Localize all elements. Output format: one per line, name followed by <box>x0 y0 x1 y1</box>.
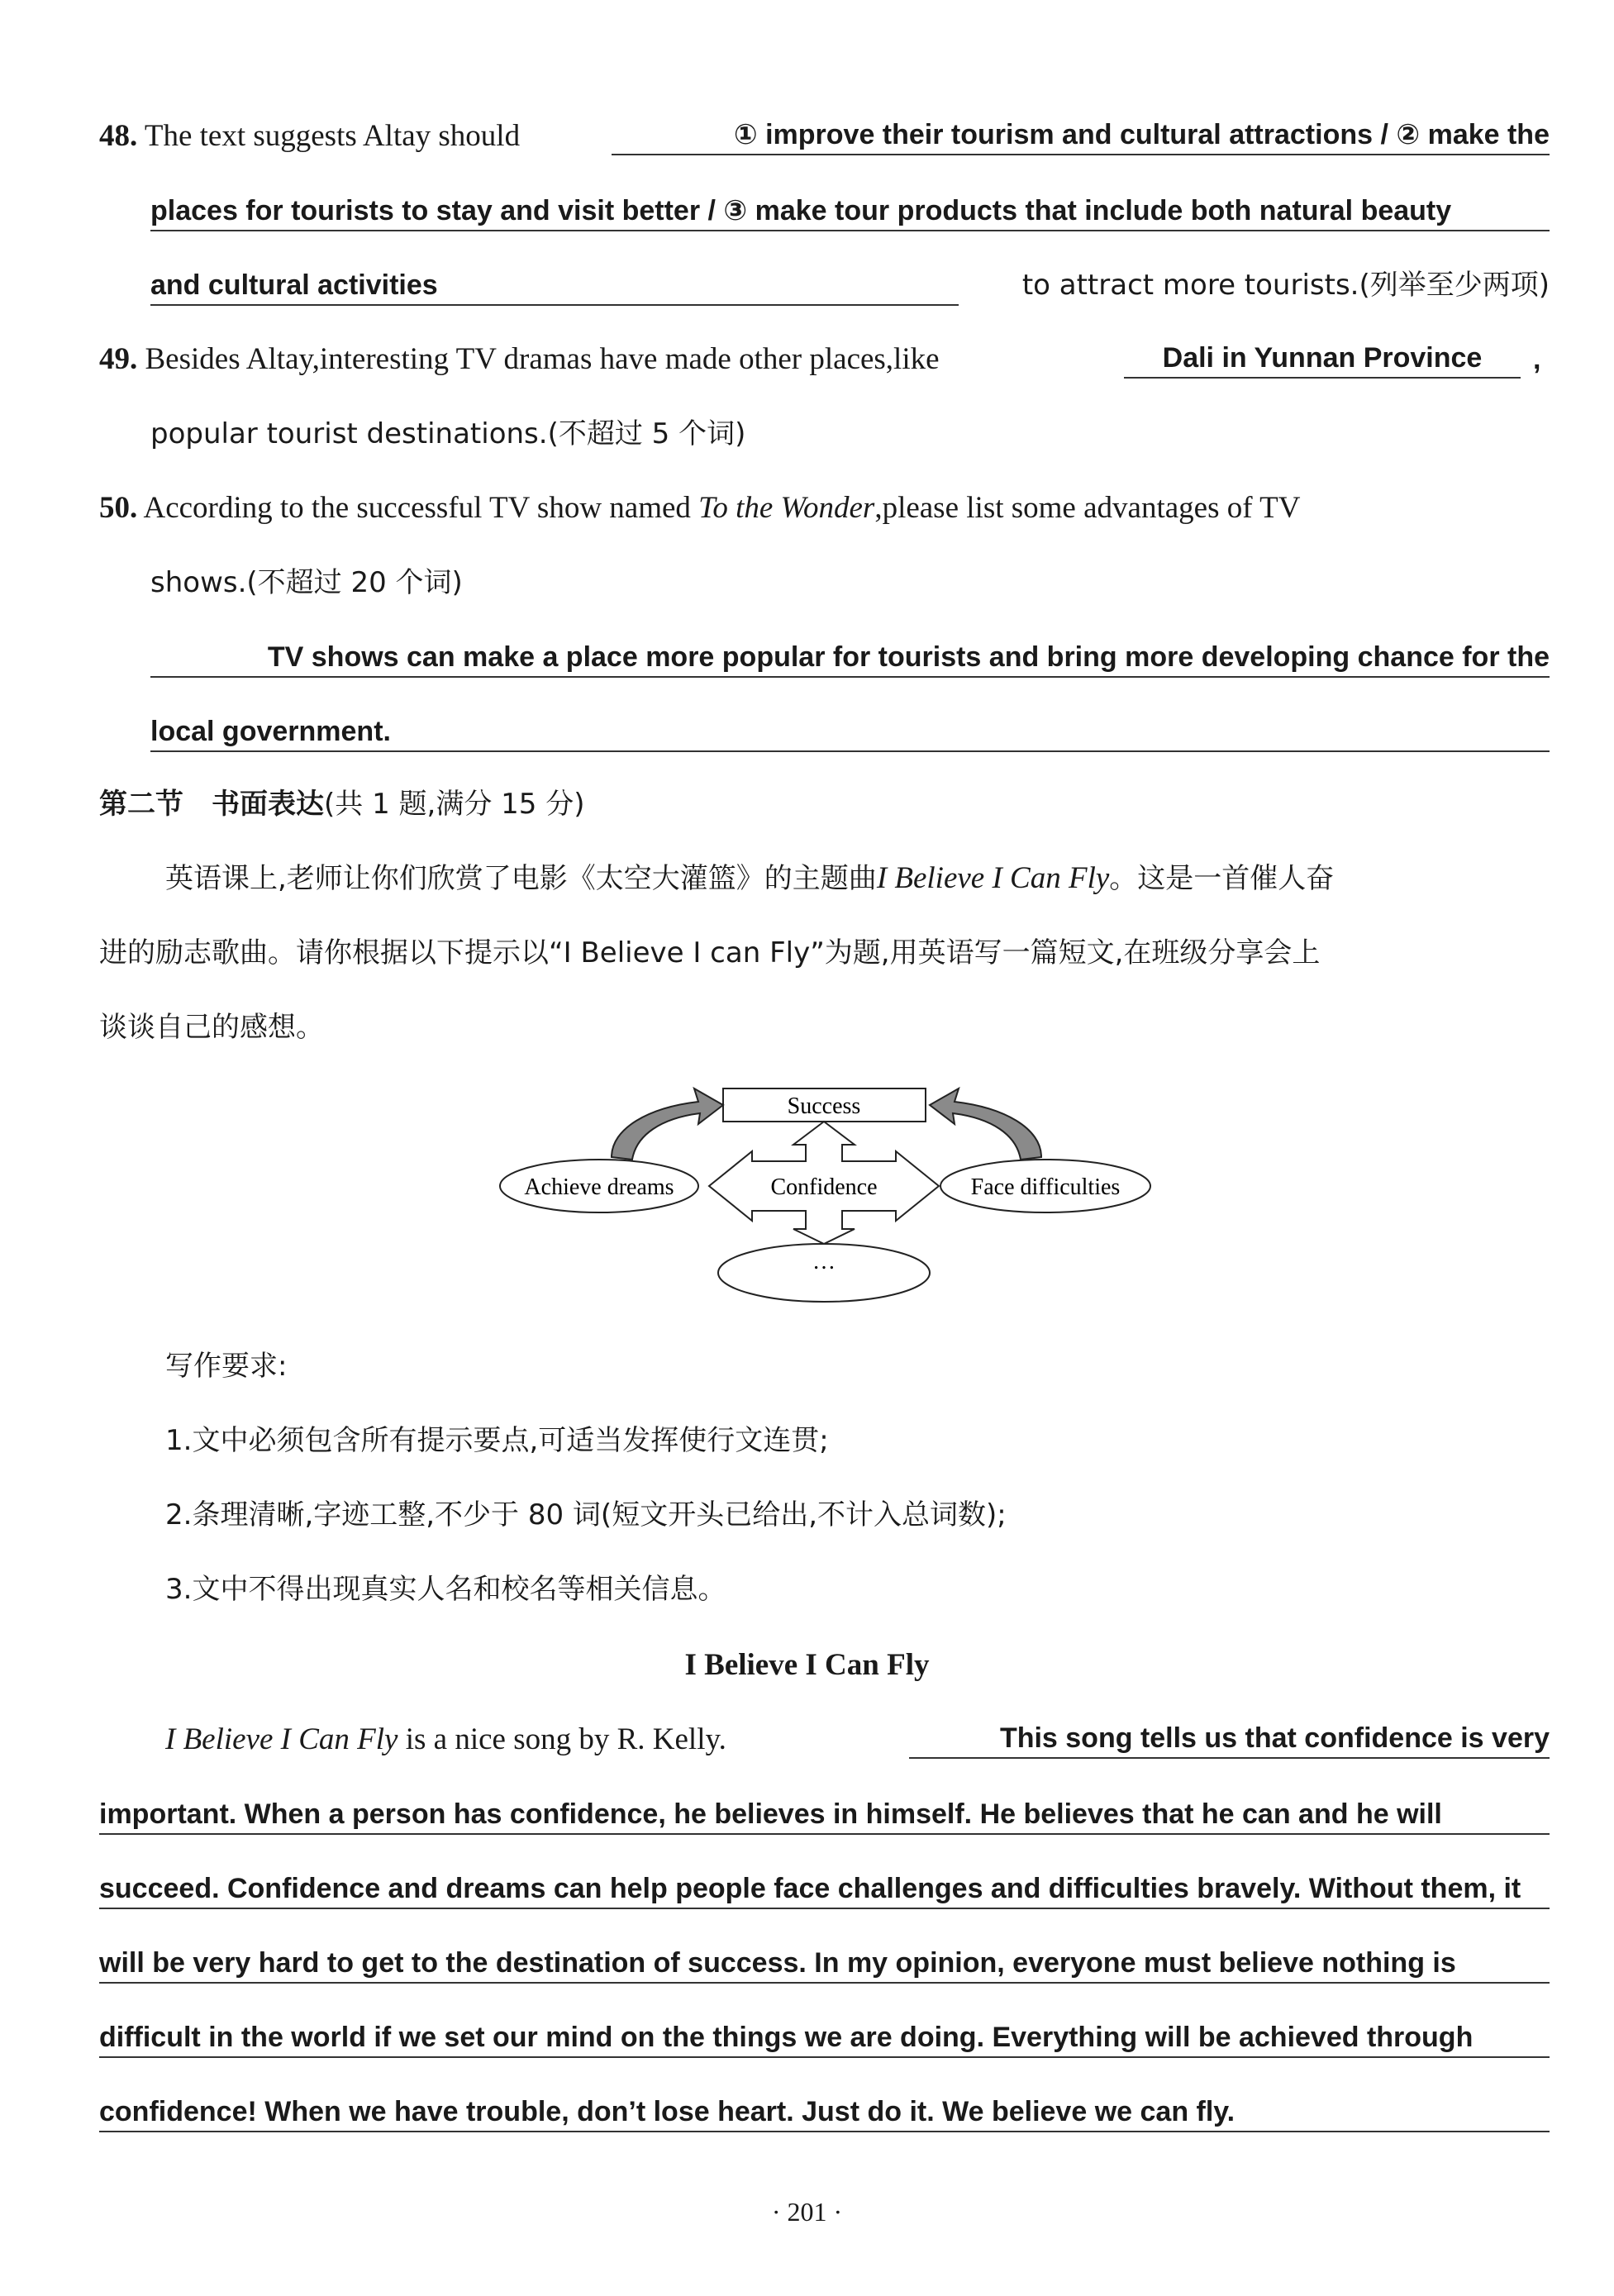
essay-line3 <box>99 1868 1550 1942</box>
essay-title: I Believe I Can Fly <box>684 1648 930 1682</box>
right-curved-arrow <box>930 1088 1041 1160</box>
q50-answer-line1: TV shows can make a place more popular for tourists and bring more developing chance for the <box>150 638 1550 678</box>
section-heading-row <box>99 784 1550 858</box>
q50-answer-row1 <box>150 636 1550 711</box>
page-number: · 201 · <box>771 2197 843 2227</box>
q49-line1 <box>99 339 1550 413</box>
requirement-1: 1.文中必须包含所有提示要点,可适当发挥使行文连贯; <box>165 1424 829 1457</box>
q50-prompt-b: ,please list some advantages of TV <box>874 491 1301 525</box>
essay-answer-line2: important. When a person has confidence, he believes in himself. He believes that he can and he will <box>99 1795 1550 1835</box>
q49-number: 49. <box>99 342 138 376</box>
q50-answer-line2: local government. <box>150 712 1550 752</box>
intro-line1-a: 英语课上,老师让你们欣赏了电影《太空大灌篮》的主题曲 <box>165 862 877 895</box>
q49-answer: Dali in Yunnan Province <box>1124 339 1521 379</box>
essay-line4 <box>99 1942 1550 2017</box>
face-difficulties-label: Face difficulties <box>970 1174 1121 1200</box>
intro-song-title: I Believe I Can Fly <box>876 861 1110 895</box>
intro-line1-b: 。这是一首催人奋 <box>1109 862 1335 895</box>
requirements-title: 写作要求: <box>165 1350 288 1383</box>
q50-number: 50. <box>99 491 138 525</box>
requirement-2: 2.条理清晰,字迹工整,不少于 80 词(短文开头已给出,不计入总词数); <box>165 1498 1007 1531</box>
q48-answer-line3: and cultural activities <box>150 266 959 306</box>
q48-line2 <box>150 190 1550 264</box>
intro-line3: 谈谈自己的感想。 <box>99 1011 324 1044</box>
requirement-3: 3.文中不得出现真实人名和校名等相关信息。 <box>165 1573 726 1606</box>
q49-comma: , <box>1533 344 1541 375</box>
q50-line2: shows.(不超过 20 个词) <box>150 566 463 599</box>
q48-answer-line1: ① improve their tourism and cultural attractions / ② make the <box>612 116 1550 155</box>
success-label: Success <box>787 1093 861 1119</box>
essay-line2 <box>99 1793 1550 1868</box>
section-heading-rest: (共 1 题,满分 15 分) <box>324 788 585 821</box>
more-label: … <box>812 1249 836 1274</box>
q48-line3 <box>150 264 1550 339</box>
achieve-dreams-label: Achieve dreams <box>524 1174 674 1200</box>
intro-line2: 进的励志歌曲。请你根据以下提示以“I Believe I can Fly”为题,用英语写一篇短文,在班级分享会上 <box>99 936 1321 969</box>
intro-line1 <box>165 858 1614 932</box>
q48-number: 48. <box>99 119 138 153</box>
q48-prompt: The text suggests Altay should <box>144 119 521 153</box>
essay-answer-line4: will be very hard to get to the destination of success. In my opinion, everyone must believe nothing is <box>99 1944 1550 1984</box>
essay-line1 <box>165 1719 1550 1793</box>
essay-opening-rest: is a nice song by R. Kelly. <box>405 1722 726 1756</box>
section-heading: 第二节 书面表达 <box>99 788 324 821</box>
q48-line1 <box>99 116 1550 190</box>
essay-answer-line1: This song tells us that confidence is very <box>909 1719 1550 1759</box>
q50-show-title: To the Wonder <box>698 491 875 525</box>
q49-prompt: Besides Altay,interesting TV dramas have made other places,like <box>145 342 940 376</box>
q48-answer-line2: places for tourists to stay and visit better / ③ make tour products that include both natural beauty <box>150 192 1550 231</box>
mind-map-diagram <box>488 1070 1165 1310</box>
q50-answer-row2 <box>150 711 1550 785</box>
essay-answer-line5: difficult in the world if we set our mind on the things we are doing. Everything will be achieved through <box>99 2018 1550 2058</box>
confidence-label: Confidence <box>770 1174 878 1200</box>
essay-opening-song: I Believe I Can Fly <box>165 1722 398 1756</box>
essay-line5 <box>99 2017 1550 2091</box>
essay-answer-line6: confidence! When we have trouble, don’t lose heart. Just do it. We believe we can fly. <box>99 2093 1550 2132</box>
q50-prompt-a: According to the successful TV show named <box>143 491 691 525</box>
q48-suffix: to attract more tourists.(列举至少两项) <box>1021 269 1550 302</box>
essay-line6 <box>99 2091 1550 2165</box>
left-curved-arrow <box>612 1088 723 1160</box>
q50-line1 <box>99 488 1550 562</box>
q49-line2: popular tourist destinations.(不超过 5 个词) <box>150 417 746 450</box>
essay-answer-line3: succeed. Confidence and dreams can help people face challenges and difficulties bravely. Without them, it <box>99 1870 1550 1909</box>
